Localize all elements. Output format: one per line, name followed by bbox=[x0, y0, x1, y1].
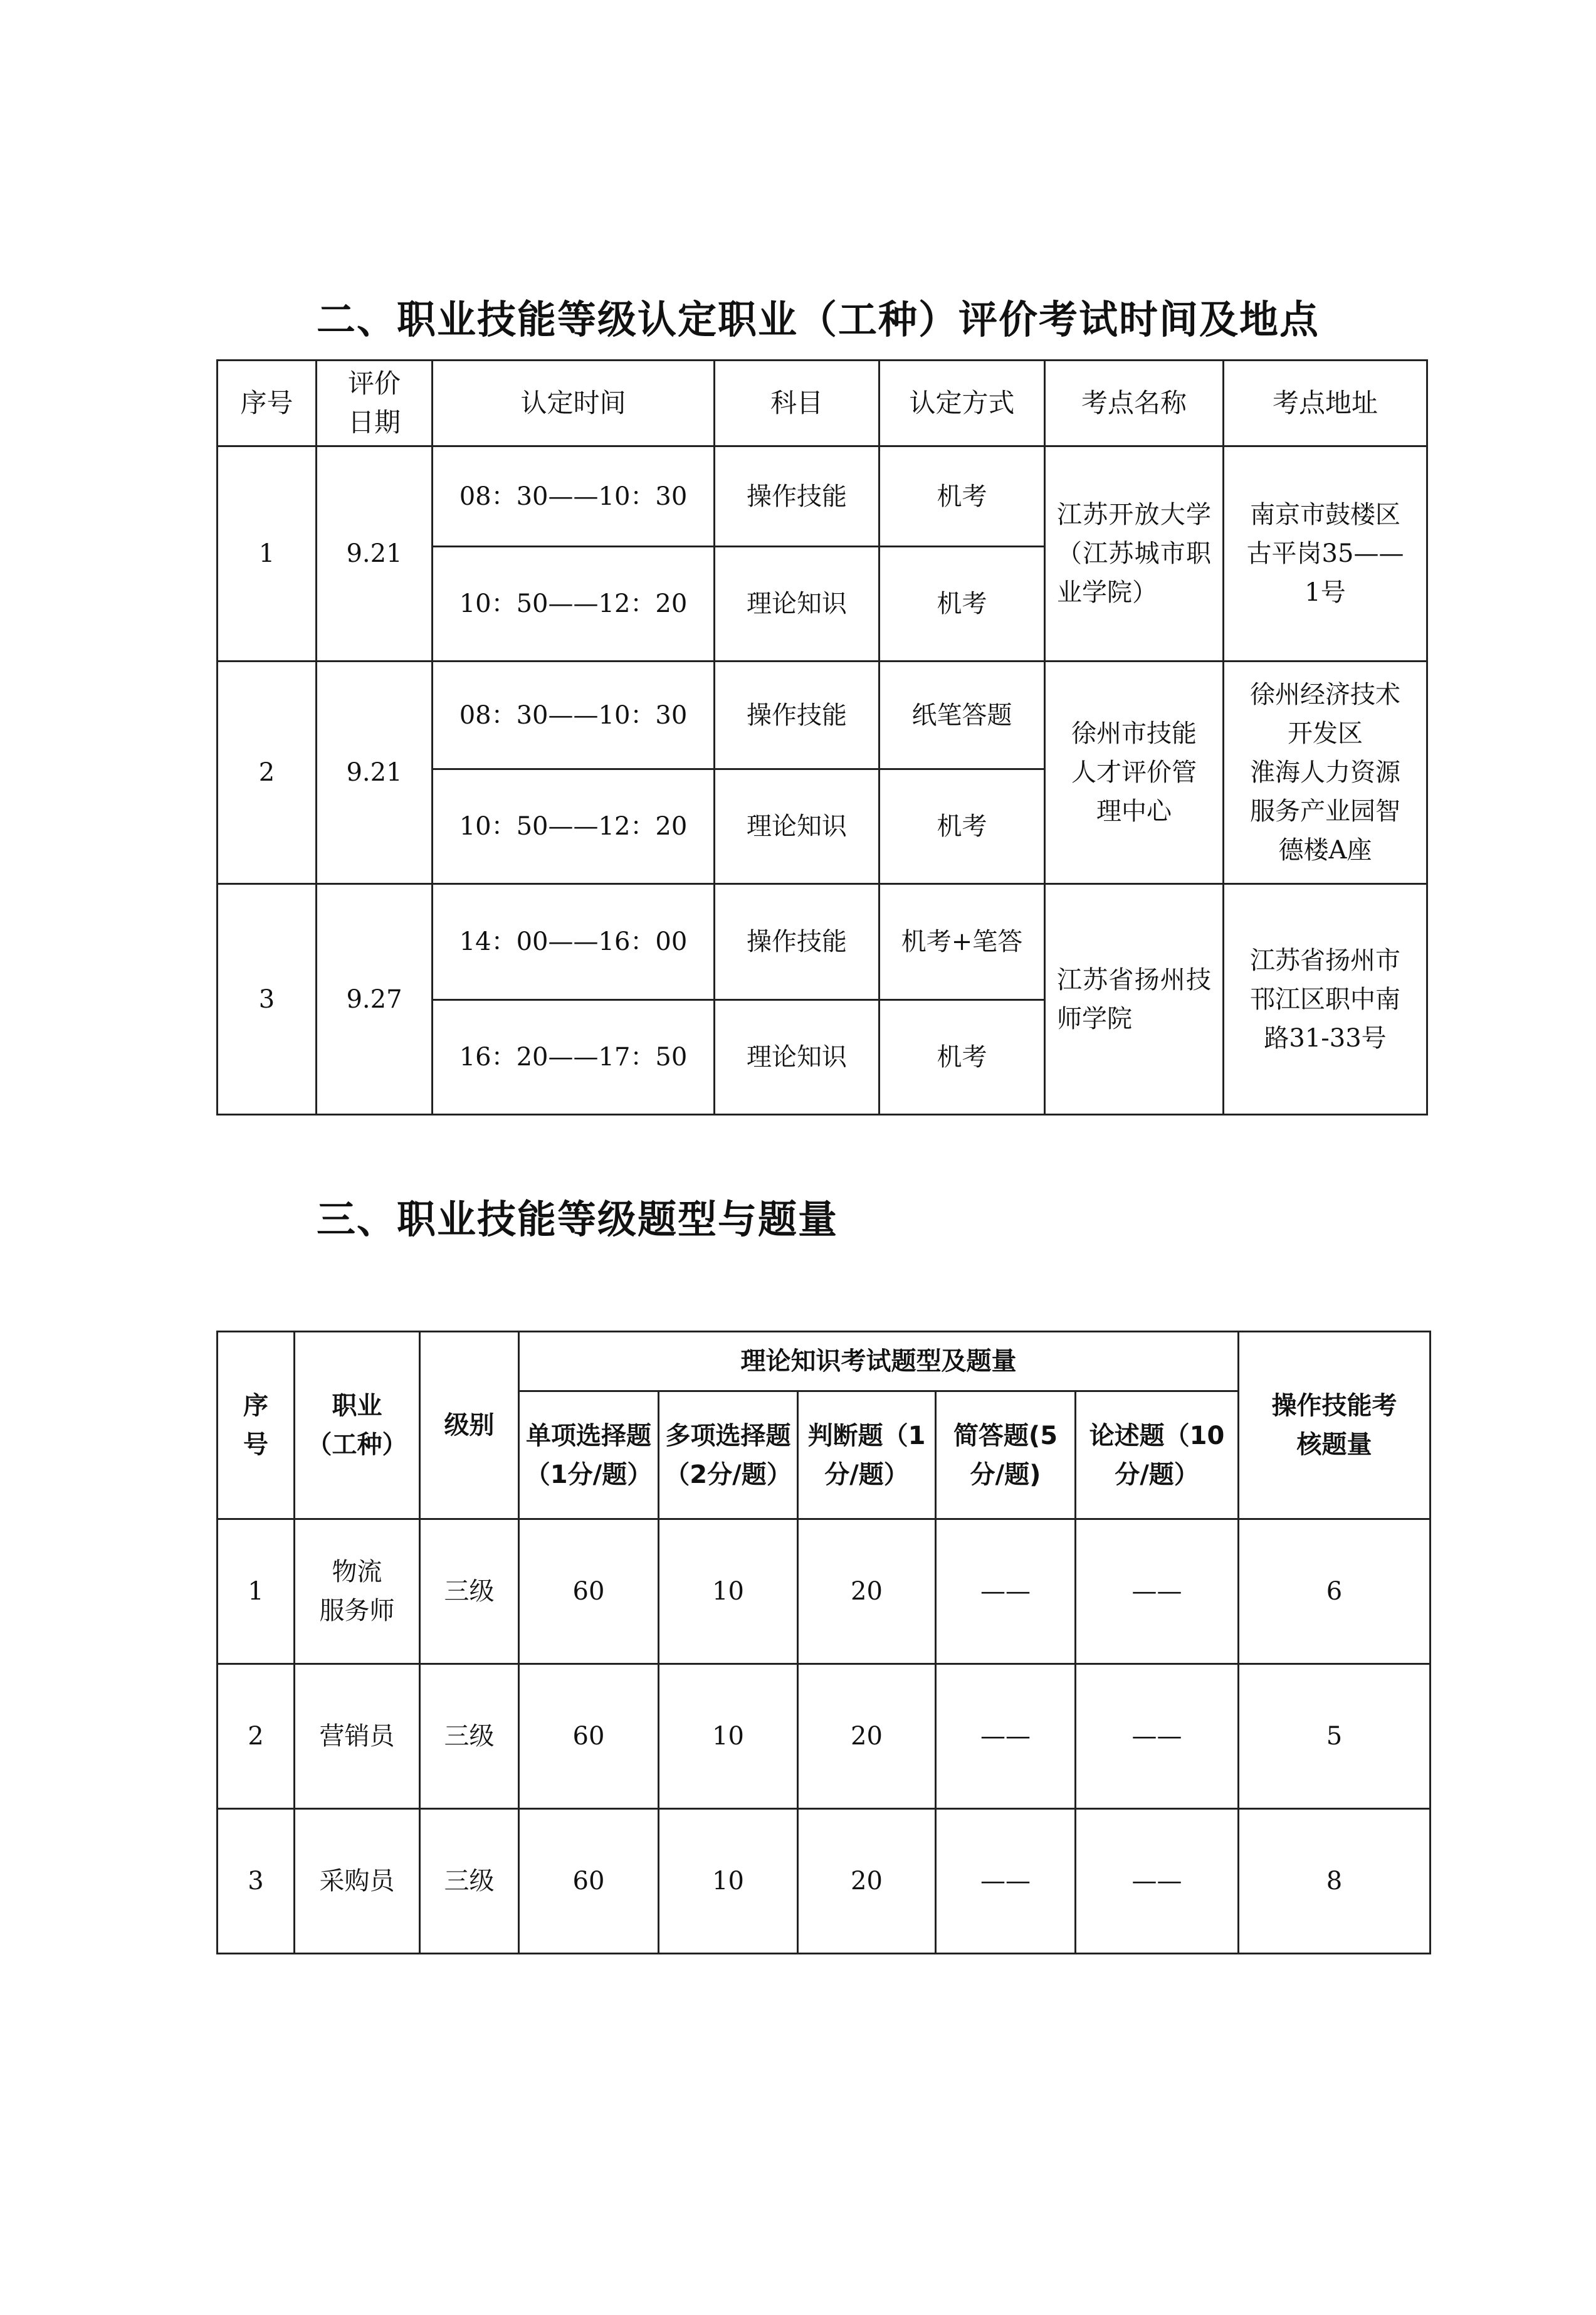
header-line: 操作技能考 bbox=[1271, 1391, 1397, 1420]
row-single: 60 bbox=[519, 1809, 659, 1954]
session-method: 机考 bbox=[879, 1000, 1045, 1115]
row-judge: 20 bbox=[798, 1664, 936, 1809]
address-line: 南京市鼓楼区 bbox=[1250, 500, 1400, 529]
row-short: —— bbox=[936, 1809, 1076, 1954]
session-subject: 操作技能 bbox=[715, 446, 879, 547]
address-line: 徐州经济技术 bbox=[1250, 680, 1400, 709]
row-level: 三级 bbox=[420, 1664, 519, 1809]
session-time: 10：50——12：20 bbox=[433, 547, 715, 662]
header-true-false: 判断题（1分/题） bbox=[798, 1391, 936, 1519]
row-occupation: 营销员 bbox=[295, 1664, 420, 1809]
session-subject: 理论知识 bbox=[715, 547, 879, 662]
row-practical: 5 bbox=[1239, 1664, 1431, 1809]
row-essay: —— bbox=[1076, 1519, 1239, 1664]
table-row bbox=[218, 446, 1427, 547]
session-subject: 理论知识 bbox=[715, 1000, 879, 1115]
exam-address bbox=[1224, 662, 1427, 884]
row-single: 60 bbox=[519, 1664, 659, 1809]
session-method: 机考+笔答 bbox=[879, 884, 1045, 1000]
header-date-line: 日期 bbox=[347, 407, 401, 438]
row-no: 1 bbox=[218, 446, 317, 662]
exam-address bbox=[1224, 446, 1427, 662]
table-row bbox=[218, 1664, 1431, 1809]
section3-title: 三、职业技能等级题型与题量 bbox=[317, 1196, 839, 1242]
row-practical: 6 bbox=[1239, 1519, 1431, 1664]
address-line: 江苏省扬州市 bbox=[1250, 946, 1400, 975]
header-location: 考点名称 bbox=[1045, 361, 1224, 446]
header-practical bbox=[1239, 1332, 1431, 1519]
session-method: 机考 bbox=[879, 446, 1045, 547]
header-date-line: 评价 bbox=[347, 368, 401, 399]
location-line: 徐州市技能 bbox=[1071, 719, 1197, 748]
occupation-line: 服务师 bbox=[319, 1596, 395, 1625]
address-line: 德楼A座 bbox=[1278, 836, 1372, 865]
table-row bbox=[218, 1519, 1431, 1664]
header-line: （工种） bbox=[307, 1430, 407, 1459]
row-essay: —— bbox=[1076, 1664, 1239, 1809]
table-row bbox=[218, 884, 1427, 1000]
exam-schedule-table bbox=[216, 359, 1428, 1115]
row-single: 60 bbox=[519, 1519, 659, 1664]
row-level: 三级 bbox=[420, 1519, 519, 1664]
address-line: 淮海人力资源 bbox=[1250, 758, 1400, 787]
header-date bbox=[317, 361, 433, 446]
header-subject: 科目 bbox=[715, 361, 879, 446]
row-no: 2 bbox=[218, 662, 317, 884]
row-short: —— bbox=[936, 1519, 1076, 1664]
row-multiple: 10 bbox=[659, 1809, 798, 1954]
session-method: 纸笔答题 bbox=[879, 662, 1045, 769]
row-essay: —— bbox=[1076, 1809, 1239, 1954]
session-method: 机考 bbox=[879, 769, 1045, 884]
header-occupation bbox=[295, 1332, 420, 1519]
address-line: 古平岗35—— bbox=[1246, 539, 1404, 568]
header-single-choice: 单项选择题（1分/题） bbox=[519, 1391, 659, 1519]
question-types-table bbox=[216, 1331, 1431, 1954]
header-essay: 论述题（10分/题） bbox=[1076, 1391, 1239, 1519]
row-date: 9.21 bbox=[317, 662, 433, 884]
address-line: 邗江区职中南 bbox=[1250, 984, 1400, 1014]
address-line: 开发区 bbox=[1288, 719, 1363, 748]
session-subject: 操作技能 bbox=[715, 662, 879, 769]
address-line: 1号 bbox=[1305, 578, 1346, 607]
row-no: 3 bbox=[218, 1809, 295, 1954]
header-line: 职业 bbox=[332, 1391, 382, 1420]
row-multiple: 10 bbox=[659, 1664, 798, 1809]
header-line: 核题量 bbox=[1296, 1430, 1372, 1459]
exam-address bbox=[1224, 884, 1427, 1115]
header-no bbox=[218, 1332, 295, 1519]
header-multiple-choice: 多项选择题（2分/题） bbox=[659, 1391, 798, 1519]
session-subject: 理论知识 bbox=[715, 769, 879, 884]
table-row bbox=[218, 1809, 1431, 1954]
table-row bbox=[218, 662, 1427, 769]
row-date: 9.21 bbox=[317, 446, 433, 662]
exam-location: 江苏开放大学（江苏城市职业学院） bbox=[1045, 446, 1224, 662]
table-header-row bbox=[218, 361, 1427, 446]
exam-location bbox=[1045, 662, 1224, 884]
session-time: 16：20——17：50 bbox=[433, 1000, 715, 1115]
row-occupation bbox=[295, 1519, 420, 1664]
row-level: 三级 bbox=[420, 1809, 519, 1954]
header-theory-group: 理论知识考试题型及题量 bbox=[519, 1332, 1239, 1391]
table-header-row bbox=[218, 1332, 1431, 1391]
section2-title: 二、职业技能等级认定职业（工种）评价考试时间及地点 bbox=[317, 297, 1320, 342]
exam-location: 江苏省扬州技师学院 bbox=[1045, 884, 1224, 1115]
row-no: 2 bbox=[218, 1664, 295, 1809]
header-line: 序 bbox=[243, 1391, 268, 1420]
location-line: 理中心 bbox=[1096, 797, 1172, 826]
session-method: 机考 bbox=[879, 547, 1045, 662]
address-line: 路31-33号 bbox=[1264, 1023, 1387, 1053]
location-line: 人才评价管 bbox=[1071, 758, 1197, 787]
row-no: 1 bbox=[218, 1519, 295, 1664]
row-judge: 20 bbox=[798, 1519, 936, 1664]
session-time: 08：30——10：30 bbox=[433, 662, 715, 769]
row-short: —— bbox=[936, 1664, 1076, 1809]
row-date: 9.27 bbox=[317, 884, 433, 1115]
header-level: 级别 bbox=[420, 1332, 519, 1519]
row-multiple: 10 bbox=[659, 1519, 798, 1664]
address-line: 服务产业园智 bbox=[1250, 797, 1400, 826]
header-line: 号 bbox=[243, 1430, 268, 1459]
session-time: 14：00——16：00 bbox=[433, 884, 715, 1000]
session-subject: 操作技能 bbox=[715, 884, 879, 1000]
header-address: 考点地址 bbox=[1224, 361, 1427, 446]
header-short-answer: 简答题(5分/题) bbox=[936, 1391, 1076, 1519]
row-practical: 8 bbox=[1239, 1809, 1431, 1954]
header-no: 序号 bbox=[218, 361, 317, 446]
row-no: 3 bbox=[218, 884, 317, 1115]
session-time: 08：30——10：30 bbox=[433, 446, 715, 547]
header-method: 认定方式 bbox=[879, 361, 1045, 446]
header-time: 认定时间 bbox=[433, 361, 715, 446]
session-time: 10：50——12：20 bbox=[433, 769, 715, 884]
row-occupation: 采购员 bbox=[295, 1809, 420, 1954]
row-judge: 20 bbox=[798, 1809, 936, 1954]
occupation-line: 物流 bbox=[332, 1558, 382, 1586]
